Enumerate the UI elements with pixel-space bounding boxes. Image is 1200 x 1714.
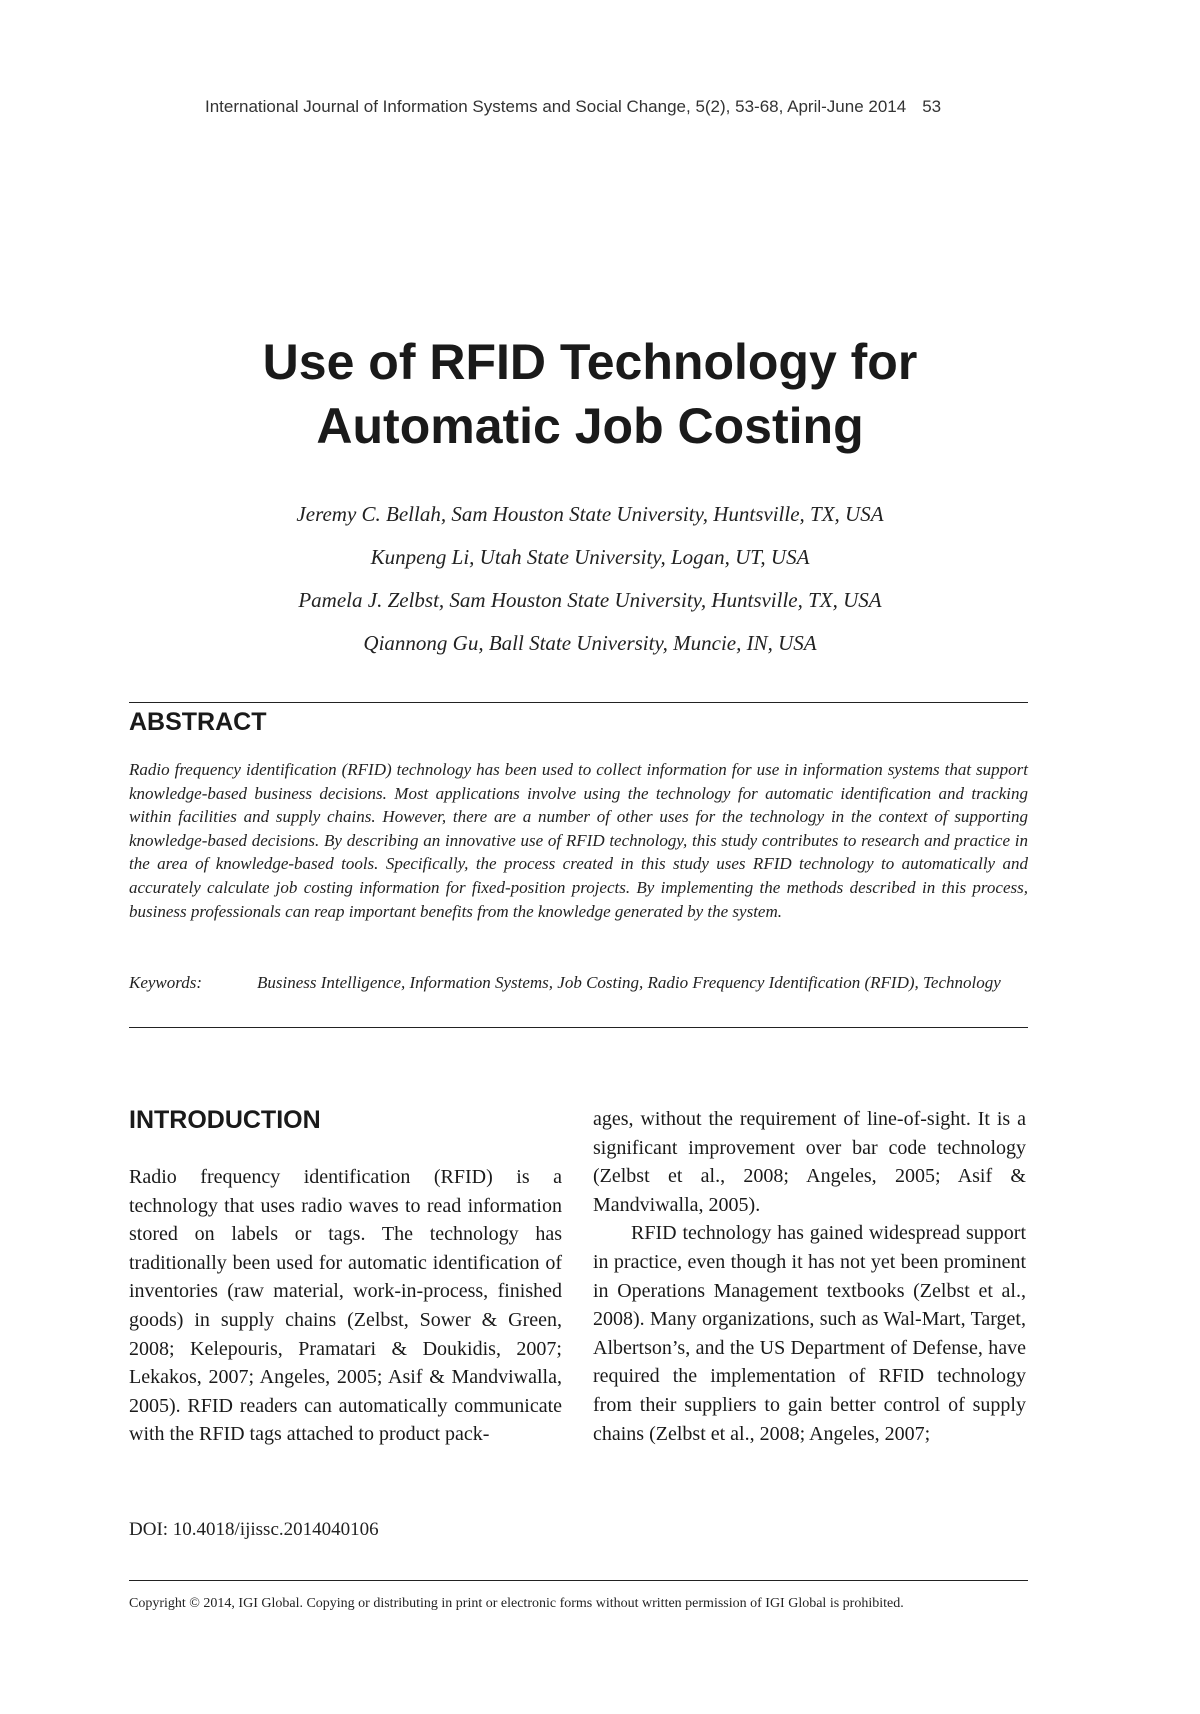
body-paragraph: ages, without the requirement of line-of-sight. It is a significant improvement over bar code technology (Zelbst et al., 2008; Angeles, 2005; Asif & Mandviwalla, 2005). <box>593 1108 1026 1216</box>
abstract-heading: ABSTRACT <box>129 708 267 736</box>
doi: DOI: 10.4018/ijissc.2014040106 <box>129 1519 379 1540</box>
author-affiliation: Qiannong Gu, Ball State University, Muncie, IN, USA <box>363 631 817 655</box>
keywords-list: Business Intelligence, Information Systems, Job Costing, Radio Frequency Identification (RFID), Technology <box>257 973 1001 992</box>
page-number: 53 <box>922 97 942 116</box>
paper-title <box>130 330 1050 458</box>
author-affiliation: Pamela J. Zelbst, Sam Houston State University, Huntsville, TX, USA <box>298 588 882 612</box>
author-list <box>130 493 1050 665</box>
copyright-notice: Copyright © 2014, IGI Global. Copying or distributing in print or electronic forms without written permission of IGI Global is prohibited. <box>129 1596 904 1611</box>
introduction-heading: INTRODUCTION <box>129 1106 321 1134</box>
keywords-label: Keywords: <box>129 973 203 992</box>
keywords-block <box>129 972 1028 994</box>
body-column-right <box>593 1105 1026 1448</box>
body-paragraph: Radio frequency identification (RFID) is a technology that uses radio waves to read information stored on labels or tags. The technology has traditionally been used for automatic identification of inventories (raw material, work-in-process, finished goods) in supply chains (Zelbst, Sower & Green, 2008; Kelepouris, Pramatari & Doukidis, 2007; Lekakos, 2007; Angeles, 2005; Asif & Mandviwalla, 2005). RFID readers can automatically communicate with the RFID tags attached to product pack- <box>129 1166 562 1446</box>
title-line-1: Use of RFID Technology for <box>262 334 918 390</box>
title-line-2: Automatic Job Costing <box>316 398 864 454</box>
abstract-top-divider <box>129 702 1028 703</box>
footer-divider <box>129 1580 1028 1581</box>
running-header <box>205 97 1028 117</box>
body-column-left <box>129 1105 562 1449</box>
body-paragraph: RFID technology has gained widespread support in practice, even though it has not yet been prominent in Operations Management textbooks (Zelbst et al., 2008). Many organizations, such as Wal-Mart, Target, Albertson’s, and the US Department of Defense, have required the implementation of RFID technology from their suppliers to gain better control of supply chains (Zelbst et al., 2008; Angeles, 2007; <box>593 1222 1026 1445</box>
abstract-text: Radio frequency identification (RFID) technology has been used to collect information for use in information systems that support knowledge-based business decisions. Most applications involve using the technology for automatic identification and tracking within facilities and supply chains. However, there are a number of other uses for the technology in the context of supporting knowledge-based decisions. By describing an innovative use of RFID technology, this study contributes to research and practice in the area of knowledge-based tools. Specifically, the process created in this study uses RFID technology to automatically and accurately calculate job costing information for fixed-position projects. By implementing the methods described in this process, business professionals can reap important benefits from the knowledge generated by the system. <box>129 760 1028 921</box>
abstract-bottom-divider <box>129 1027 1028 1028</box>
author-affiliation: Kunpeng Li, Utah State University, Logan, UT, USA <box>370 545 810 569</box>
author-affiliation: Jeremy C. Bellah, Sam Houston State University, Huntsville, TX, USA <box>296 502 884 526</box>
journal-citation: International Journal of Information Systems and Social Change, 5(2), 53-68, April-June 2014 <box>205 97 907 116</box>
